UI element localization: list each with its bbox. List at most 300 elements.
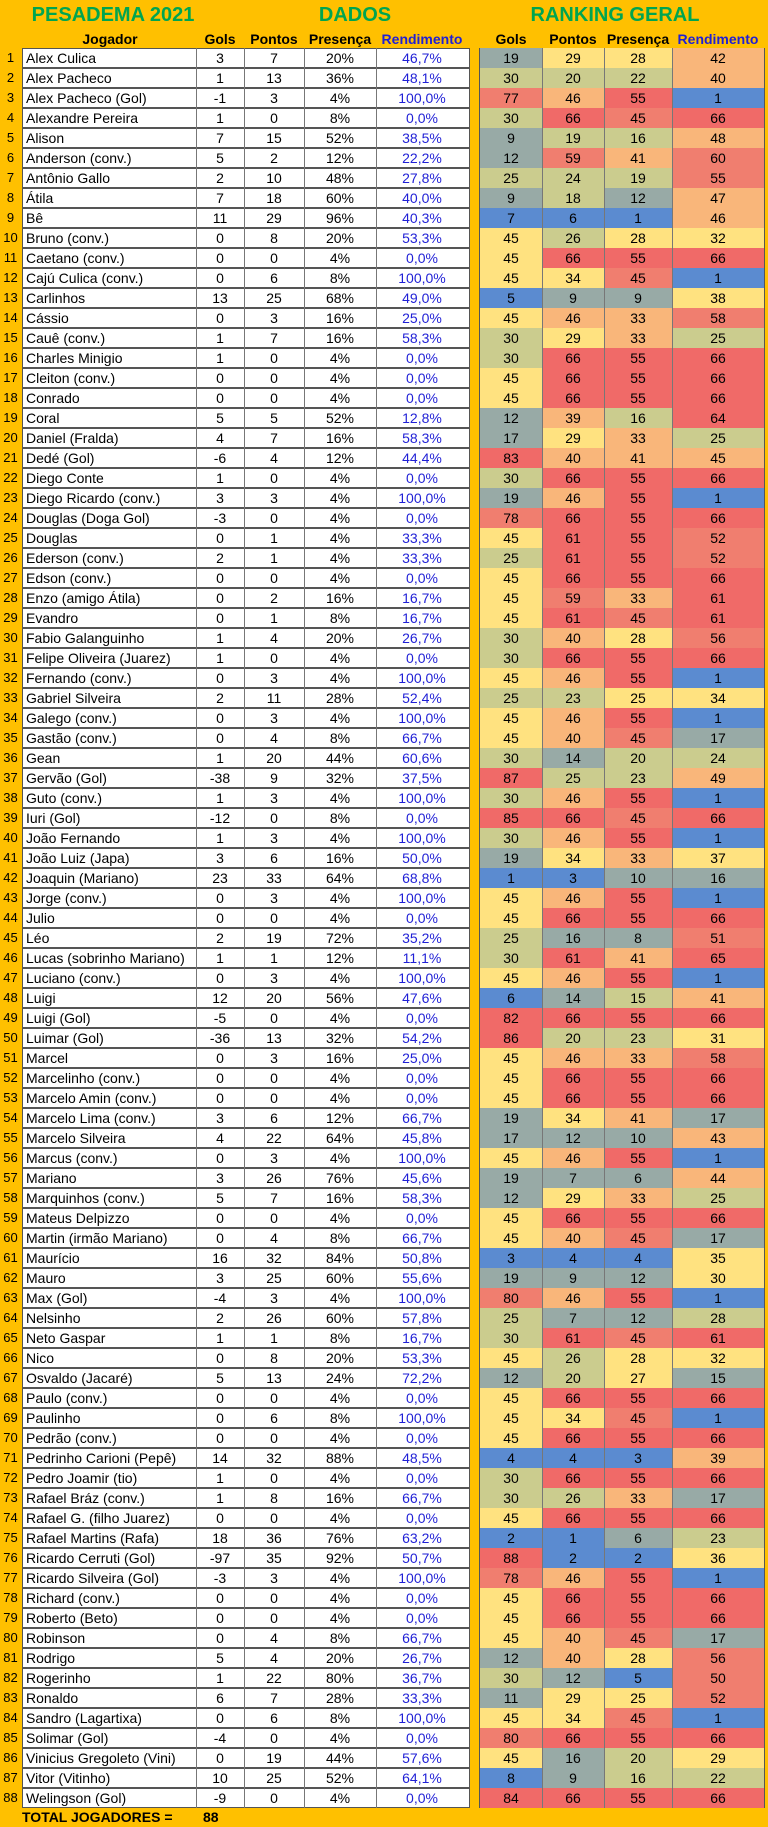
rank-gols: 8 xyxy=(480,1768,542,1788)
rank-pontos: 9 xyxy=(542,1768,604,1788)
column-divider xyxy=(672,1128,673,1148)
player-name: Neto Gaspar xyxy=(26,1330,106,1346)
column-divider xyxy=(604,648,605,668)
column-divider xyxy=(304,1648,305,1668)
rank-pontos: 34 xyxy=(542,1408,604,1428)
column-divider xyxy=(672,988,673,1008)
rank-rendimento: 31 xyxy=(672,1028,764,1048)
column-divider xyxy=(304,1368,305,1388)
column-divider xyxy=(244,1088,245,1108)
presenca-value: 20% xyxy=(325,1650,355,1666)
column-divider xyxy=(672,508,673,528)
pontos-value: 25 xyxy=(266,1770,282,1786)
presenca-value: 76% xyxy=(325,1170,355,1186)
column-divider xyxy=(196,988,197,1008)
column-divider xyxy=(376,1548,377,1568)
rank-rendimento: 42 xyxy=(672,48,764,68)
column-divider xyxy=(604,1148,605,1168)
rank-pontos: 46 xyxy=(542,888,604,908)
rank-rendimento: 1 xyxy=(672,968,764,988)
row-number: 81 xyxy=(3,1650,18,1665)
column-divider xyxy=(604,668,605,688)
table-row xyxy=(0,408,768,428)
row-number: 4 xyxy=(6,110,15,125)
rank-gols: 5 xyxy=(480,288,542,308)
row-number: 20 xyxy=(3,430,18,445)
column-divider xyxy=(196,508,197,528)
rank-gols: 1 xyxy=(480,868,542,888)
column-divider xyxy=(304,708,305,728)
column-divider xyxy=(542,648,543,668)
column-divider xyxy=(376,1068,377,1088)
rank-gols: 45 xyxy=(480,608,542,628)
table-row xyxy=(0,908,768,928)
rank-gols: 30 xyxy=(480,328,542,348)
column-divider xyxy=(304,228,305,248)
presenca-value: 4% xyxy=(329,370,351,386)
column-divider xyxy=(196,1328,197,1348)
rank-pontos: 66 xyxy=(542,1068,604,1088)
column-divider xyxy=(376,428,377,448)
column-divider xyxy=(376,108,377,128)
row-number: 75 xyxy=(3,1530,18,1545)
rank-gols: 78 xyxy=(480,508,542,528)
rank-presenca: 41 xyxy=(604,948,672,968)
column-divider xyxy=(672,1388,673,1408)
row-number: 15 xyxy=(3,330,18,345)
rank-gols: 45 xyxy=(480,1628,542,1648)
player-name: Marcelinho (conv.) xyxy=(26,1070,141,1086)
column-divider xyxy=(376,1608,377,1628)
column-divider xyxy=(304,1408,305,1428)
column-divider xyxy=(244,1448,245,1468)
rendimento-value: 100,0% xyxy=(398,1410,446,1426)
rank-pontos: 20 xyxy=(542,1028,604,1048)
gols-value: -12 xyxy=(209,810,231,826)
player-name: Evandro xyxy=(26,610,79,626)
rank-gols: 45 xyxy=(480,1068,542,1088)
column-divider xyxy=(604,1608,605,1628)
rendimento-value: 55,6% xyxy=(402,1270,442,1286)
column-divider xyxy=(542,1648,543,1668)
rank-rendimento: 1 xyxy=(672,268,764,288)
table-row xyxy=(0,588,768,608)
column-divider xyxy=(604,1028,605,1048)
presenca-value: 4% xyxy=(329,1790,351,1806)
column-divider xyxy=(542,948,543,968)
player-name: Guto (conv.) xyxy=(26,790,102,806)
gols-value: 0 xyxy=(216,1410,224,1426)
rank-pontos: 46 xyxy=(542,308,604,328)
rank-pontos: 20 xyxy=(542,1368,604,1388)
presenca-value: 4% xyxy=(329,570,351,586)
rendimento-value: 60,6% xyxy=(402,750,442,766)
column-divider xyxy=(542,508,543,528)
player-name: Paulo (conv.) xyxy=(26,1390,108,1406)
column-divider xyxy=(542,488,543,508)
pontos-value: 0 xyxy=(270,110,278,126)
rank-presenca: 55 xyxy=(604,1788,672,1808)
presenca-value: 8% xyxy=(329,810,351,826)
presenca-value: 4% xyxy=(329,830,351,846)
rank-presenca: 55 xyxy=(604,648,672,668)
column-divider xyxy=(672,1628,673,1648)
column-divider xyxy=(376,448,377,468)
column-divider xyxy=(196,1168,197,1188)
pontos-value: 3 xyxy=(270,90,278,106)
player-name: Galego (conv.) xyxy=(26,710,117,726)
row-number: 70 xyxy=(3,1430,18,1445)
column-divider xyxy=(376,1628,377,1648)
row-number: 14 xyxy=(3,310,18,325)
rank-presenca: 55 xyxy=(604,1008,672,1028)
rank-gols: 30 xyxy=(480,788,542,808)
rank-gols: 30 xyxy=(480,348,542,368)
table-row xyxy=(0,548,768,568)
rank-rendimento: 48 xyxy=(672,128,764,148)
presenca-value: 4% xyxy=(329,790,351,806)
table-row xyxy=(0,1388,768,1408)
column-divider xyxy=(196,328,197,348)
presenca-value: 20% xyxy=(325,1350,355,1366)
column-divider xyxy=(304,968,305,988)
column-divider xyxy=(244,1388,245,1408)
pontos-value: 0 xyxy=(270,650,278,666)
rendimento-value: 16,7% xyxy=(402,1330,442,1346)
rank-gols: 45 xyxy=(480,1048,542,1068)
row-number: 7 xyxy=(6,170,15,185)
rank-rendimento: 66 xyxy=(672,648,764,668)
col-rendimento: Rendimento xyxy=(381,31,463,47)
table-row xyxy=(0,508,768,528)
player-name: Alex Pacheco xyxy=(26,70,112,86)
rank-pontos: 66 xyxy=(542,1088,604,1108)
gols-value: -3 xyxy=(213,510,227,526)
column-divider xyxy=(672,1408,673,1428)
column-divider xyxy=(604,1068,605,1088)
player-name: Marcelo Lima (conv.) xyxy=(26,1110,156,1126)
presenca-value: 60% xyxy=(325,1310,355,1326)
player-name: Jorge (conv.) xyxy=(26,890,107,906)
rendimento-value: 100,0% xyxy=(398,890,446,906)
rank-rendimento: 1 xyxy=(672,88,764,108)
column-divider xyxy=(604,1748,605,1768)
rank-rendimento: 35 xyxy=(672,1248,764,1268)
rank-gols: 45 xyxy=(480,528,542,548)
column-divider xyxy=(304,428,305,448)
rendimento-value: 33,3% xyxy=(402,530,442,546)
rank-presenca: 12 xyxy=(604,1268,672,1288)
column-divider xyxy=(244,148,245,168)
rank-presenca: 55 xyxy=(604,88,672,108)
column-divider xyxy=(304,188,305,208)
presenca-value: 44% xyxy=(325,1750,355,1766)
row-number: 83 xyxy=(3,1690,18,1705)
row-number: 42 xyxy=(3,870,18,885)
row-number: 57 xyxy=(3,1170,18,1185)
column-divider xyxy=(304,808,305,828)
row-number: 44 xyxy=(3,910,18,925)
rank-pontos: 66 xyxy=(542,1508,604,1528)
row-number: 80 xyxy=(3,1630,18,1645)
rank-rendimento: 47 xyxy=(672,188,764,208)
rendimento-value: 35,2% xyxy=(402,930,442,946)
player-name: Rodrigo xyxy=(26,1650,76,1666)
column-divider xyxy=(672,668,673,688)
rank-rendimento: 1 xyxy=(672,1708,764,1728)
pontos-value: 3 xyxy=(270,490,278,506)
gols-value: 0 xyxy=(216,310,224,326)
column-divider xyxy=(304,848,305,868)
row-number: 19 xyxy=(3,410,18,425)
rank-presenca: 1 xyxy=(604,208,672,228)
column-divider xyxy=(304,1608,305,1628)
rendimento-value: 100,0% xyxy=(398,90,446,106)
rank-gols: 45 xyxy=(480,588,542,608)
column-divider xyxy=(376,1788,377,1808)
column-divider xyxy=(244,188,245,208)
row-number: 50 xyxy=(3,1030,18,1045)
column-divider xyxy=(542,388,543,408)
rank-presenca: 55 xyxy=(604,1388,672,1408)
column-divider xyxy=(672,1048,673,1068)
pontos-value: 0 xyxy=(270,1390,278,1406)
player-name: Cauê (conv.) xyxy=(26,330,106,346)
column-divider xyxy=(542,228,543,248)
rendimento-value: 100,0% xyxy=(398,790,446,806)
table-row xyxy=(0,1768,768,1788)
column-divider xyxy=(542,708,543,728)
column-divider xyxy=(672,1308,673,1328)
column-divider xyxy=(196,1088,197,1108)
column-divider xyxy=(672,68,673,88)
rank-gols: 19 xyxy=(480,1108,542,1128)
column-divider xyxy=(672,1328,673,1348)
table-row xyxy=(0,888,768,908)
column-divider xyxy=(542,828,543,848)
rank-rendimento: 25 xyxy=(672,1188,764,1208)
column-divider xyxy=(196,1108,197,1128)
rendimento-value: 66,7% xyxy=(402,1630,442,1646)
presenca-value: 52% xyxy=(325,1770,355,1786)
rank-gols: 45 xyxy=(480,308,542,328)
rank-pontos: 26 xyxy=(542,1348,604,1368)
column-divider xyxy=(304,1188,305,1208)
rank-rendimento: 23 xyxy=(672,1528,764,1548)
rank-rendimento: 22 xyxy=(672,1768,764,1788)
column-divider xyxy=(244,928,245,948)
presenca-value: 8% xyxy=(329,1630,351,1646)
presenca-value: 4% xyxy=(329,970,351,986)
rank-rendimento: 45 xyxy=(672,448,764,468)
column-divider xyxy=(196,168,197,188)
rendimento-value: 66,7% xyxy=(402,1110,442,1126)
pontos-value: 13 xyxy=(266,70,282,86)
pontos-value: 3 xyxy=(270,1050,278,1066)
presenca-value: 64% xyxy=(325,870,355,886)
column-divider xyxy=(604,1588,605,1608)
presenca-value: 80% xyxy=(325,1670,355,1686)
rank-pontos: 66 xyxy=(542,348,604,368)
rank-presenca: 55 xyxy=(604,548,672,568)
column-divider xyxy=(376,1188,377,1208)
rendimento-value: 46,7% xyxy=(402,50,442,66)
column-divider xyxy=(376,408,377,428)
rank-pontos: 24 xyxy=(542,168,604,188)
column-divider xyxy=(604,68,605,88)
rank-rendimento: 66 xyxy=(672,368,764,388)
column-divider xyxy=(304,288,305,308)
column-divider xyxy=(244,1008,245,1028)
column-divider xyxy=(244,108,245,128)
table-row xyxy=(0,1428,768,1448)
column-divider xyxy=(672,128,673,148)
rank-presenca: 55 xyxy=(604,1208,672,1228)
rank-pontos: 66 xyxy=(542,1788,604,1808)
column-divider xyxy=(542,328,543,348)
rank-presenca: 33 xyxy=(604,1488,672,1508)
column-divider xyxy=(542,788,543,808)
rank-presenca: 45 xyxy=(604,808,672,828)
player-name: Alexandre Pereira xyxy=(26,110,139,126)
column-divider xyxy=(304,1008,305,1028)
column-divider xyxy=(376,1768,377,1788)
table-row xyxy=(0,1168,768,1188)
player-name: Paulinho xyxy=(26,1410,81,1426)
column-divider xyxy=(672,1148,673,1168)
column-divider xyxy=(376,728,377,748)
column-divider xyxy=(304,248,305,268)
column-divider xyxy=(376,308,377,328)
player-name: Julio xyxy=(26,910,55,926)
column-divider xyxy=(376,1128,377,1148)
player-name: Luciano (conv.) xyxy=(26,970,121,986)
column-divider xyxy=(604,508,605,528)
column-divider xyxy=(672,288,673,308)
rank-rendimento: 56 xyxy=(672,628,764,648)
column-divider xyxy=(196,768,197,788)
column-divider xyxy=(196,1408,197,1428)
pontos-value: 0 xyxy=(270,350,278,366)
rank-gols: 45 xyxy=(480,1148,542,1168)
player-name: Cleiton (conv.) xyxy=(26,370,116,386)
column-divider xyxy=(376,888,377,908)
rendimento-value: 66,7% xyxy=(402,730,442,746)
player-name: Daniel (Fralda) xyxy=(26,430,119,446)
rank-rendimento: 29 xyxy=(672,1748,764,1768)
rank-pontos: 59 xyxy=(542,148,604,168)
rank-rendimento: 66 xyxy=(672,108,764,128)
column-divider xyxy=(542,1308,543,1328)
rendimento-value: 100,0% xyxy=(398,710,446,726)
column-divider xyxy=(304,1748,305,1768)
rank-pontos: 40 xyxy=(542,1628,604,1648)
gols-value: 3 xyxy=(216,1170,224,1186)
rank-presenca: 55 xyxy=(604,888,672,908)
column-divider xyxy=(196,608,197,628)
gols-value: 18 xyxy=(212,1530,228,1546)
column-divider xyxy=(376,348,377,368)
column-divider xyxy=(672,1188,673,1208)
column-divider xyxy=(244,628,245,648)
rendimento-value: 26,7% xyxy=(402,630,442,646)
row-number: 65 xyxy=(3,1330,18,1345)
table-row xyxy=(0,1008,768,1028)
column-divider xyxy=(244,1328,245,1348)
rendimento-value: 26,7% xyxy=(402,1650,442,1666)
rank-presenca: 41 xyxy=(604,1108,672,1128)
rank-gols: 30 xyxy=(480,748,542,768)
column-divider xyxy=(542,748,543,768)
column-divider xyxy=(672,408,673,428)
column-divider xyxy=(376,548,377,568)
rank-pontos: 26 xyxy=(542,1488,604,1508)
column-divider xyxy=(672,548,673,568)
rendimento-value: 0,0% xyxy=(406,650,438,666)
rendimento-value: 27,8% xyxy=(402,170,442,186)
rank-rendimento: 1 xyxy=(672,828,764,848)
rank-presenca: 45 xyxy=(604,1708,672,1728)
column-divider xyxy=(376,368,377,388)
rendimento-value: 40,0% xyxy=(402,190,442,206)
row-number: 78 xyxy=(3,1590,18,1605)
rendimento-value: 0,0% xyxy=(406,1590,438,1606)
rank-rendimento: 66 xyxy=(672,468,764,488)
rank-presenca: 55 xyxy=(604,1728,672,1748)
pontos-value: 6 xyxy=(270,1110,278,1126)
rank-rendimento: 60 xyxy=(672,148,764,168)
column-divider xyxy=(604,48,605,68)
rank-rendimento: 66 xyxy=(672,388,764,408)
column-divider xyxy=(604,588,605,608)
column-divider xyxy=(542,88,543,108)
column-divider xyxy=(376,88,377,108)
column-divider xyxy=(672,1208,673,1228)
player-name: Roberto (Beto) xyxy=(26,1610,118,1626)
column-divider xyxy=(196,708,197,728)
player-name: Ricardo Cerruti (Gol) xyxy=(26,1550,156,1566)
row-number: 53 xyxy=(3,1090,18,1105)
presenca-value: 8% xyxy=(329,730,351,746)
column-divider xyxy=(672,1708,673,1728)
row-number: 28 xyxy=(3,590,18,605)
rank-rendimento: 58 xyxy=(672,308,764,328)
column-divider xyxy=(304,1248,305,1268)
rendimento-value: 100,0% xyxy=(398,830,446,846)
column-divider xyxy=(376,1328,377,1348)
column-divider xyxy=(196,468,197,488)
rank-presenca: 41 xyxy=(604,148,672,168)
rank-gols: 19 xyxy=(480,1168,542,1188)
presenca-value: 52% xyxy=(325,410,355,426)
column-divider xyxy=(196,408,197,428)
column-divider xyxy=(244,988,245,1008)
column-divider xyxy=(304,1228,305,1248)
presenca-value: 4% xyxy=(329,910,351,926)
column-divider xyxy=(542,588,543,608)
rank-rendimento: 66 xyxy=(672,568,764,588)
column-divider xyxy=(672,248,673,268)
column-divider xyxy=(196,1008,197,1028)
rank-pontos: 19 xyxy=(542,128,604,148)
column-divider xyxy=(672,1668,673,1688)
column-divider xyxy=(304,268,305,288)
rank-presenca: 33 xyxy=(604,848,672,868)
gols-value: 7 xyxy=(216,190,224,206)
column-divider xyxy=(244,428,245,448)
pontos-value: 1 xyxy=(270,550,278,566)
rank-rendimento: 17 xyxy=(672,728,764,748)
